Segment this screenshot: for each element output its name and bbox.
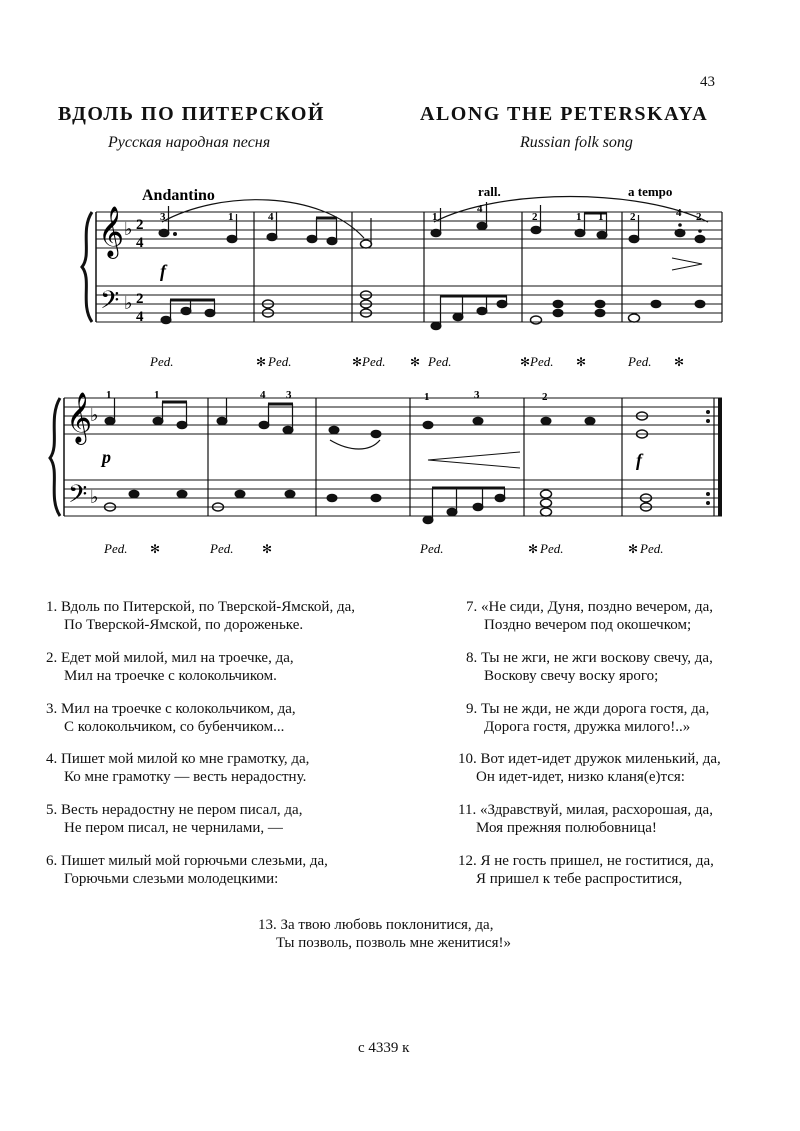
svg-text:Ped.: Ped. (104, 541, 128, 556)
flat-icon: ♭ (90, 487, 99, 507)
tempo-marking: Andantino (142, 187, 215, 204)
svg-text:Ped.: Ped. (150, 354, 174, 369)
fingerings-1 (160, 203, 702, 223)
flat-icon: ♭ (124, 219, 133, 239)
svg-text:1: 1 (432, 211, 438, 223)
title-english: ALONG THE PETERSKAYA (420, 103, 709, 125)
svg-text:Ped.: Ped. (530, 354, 554, 369)
svg-text:Ped.: Ped. (362, 354, 386, 369)
svg-text:3: 3 (474, 389, 480, 401)
treble-clef-icon: 𝄞 (66, 393, 93, 442)
verse-4: 4. Пишет мой милой ко мне грамотку, да, Ко мне грамотку — весть нерадостну. (46, 751, 310, 785)
decrescendo-hairpin (672, 258, 702, 270)
svg-text:✻: ✻ (674, 355, 685, 369)
svg-text:Ped.: Ped. (268, 354, 292, 369)
verse-7: 7. «Не сиди, Дуня, поздно вечером, да, Поздно вечером под окошечком; (466, 599, 714, 633)
dynamic-piano: p (102, 447, 111, 467)
svg-text:1: 1 (228, 211, 234, 223)
bass-clef-icon: 𝄢 (100, 287, 120, 320)
verse-11: 11. «Здравствуй, милая, расхорошая, да, Моя прежняя полюбовница! (458, 802, 713, 836)
brace (82, 212, 92, 322)
verse-13: 13. За твою любовь поклонитися, да, Ты позволь, позволь мне женитися!» (258, 917, 512, 951)
svg-text:✻: ✻ (410, 355, 421, 369)
svg-text:✻: ✻ (576, 355, 587, 369)
svg-text:✻: ✻ (528, 542, 539, 556)
svg-text:Ped.: Ped. (540, 541, 564, 556)
svg-text:2: 2 (630, 211, 636, 223)
bass-notes-1 (161, 291, 705, 330)
dynamic-forte: f (160, 261, 166, 281)
svg-text:✻: ✻ (256, 355, 267, 369)
svg-text:Ped.: Ped. (428, 354, 452, 369)
svg-text:4: 4 (268, 211, 274, 223)
verse-12: 12. Я не гость пришел, не гоститися, да, Я пришел к тебе распроститися, (458, 853, 714, 887)
treble-notes-1 (159, 202, 705, 248)
svg-text:3: 3 (160, 211, 166, 223)
svg-text:2: 2 (532, 211, 538, 223)
rall-marking: rall. (478, 184, 501, 199)
svg-text:Ped.: Ped. (420, 541, 444, 556)
time-sig-top: 2 (136, 291, 144, 307)
treble-staff-1 (96, 212, 722, 248)
time-sig-top: 2 (136, 217, 144, 233)
svg-text:✻: ✻ (352, 355, 363, 369)
svg-text:Ped.: Ped. (640, 541, 664, 556)
time-sig-bottom: 4 (136, 309, 144, 325)
svg-text:4: 4 (676, 207, 682, 219)
flat-icon: ♭ (124, 293, 133, 313)
subtitle-russian: Русская народная песня (108, 134, 271, 151)
treble-notes-2 (105, 398, 648, 438)
svg-text:2: 2 (542, 391, 548, 403)
verse-6: 6. Пишет милый мой горючьми слезьми, да, Горючьми слезьми молодецкими: (46, 853, 328, 887)
svg-text:1: 1 (154, 389, 160, 401)
svg-text:1: 1 (106, 389, 112, 401)
svg-text:4: 4 (260, 389, 266, 401)
verse-9: 9. Ты не жди, не жди дорога гостя, да, Дорога гостя, дружка милого!..» (466, 701, 710, 735)
svg-text:3: 3 (286, 389, 292, 401)
svg-text:4: 4 (477, 203, 483, 215)
svg-text:1: 1 (576, 211, 582, 223)
verse-3: 3. Мил на троечке с колокольчиком, да, С колокольчиком, со бубенчиком... (46, 701, 296, 735)
crescendo-hairpin (428, 452, 520, 468)
pedal-marks-2 (103, 541, 663, 556)
verse-8: 8. Ты не жги, не жги воскову свечу, да, Воскову свечу воску ярого; (466, 650, 713, 684)
verse-1: 1. Вдоль по Питерской, по Тверской-Ямской, да, По Тверской-Ямской, по дороженьке. (46, 599, 356, 633)
bass-clef-icon: 𝄢 (68, 481, 88, 514)
svg-text:✻: ✻ (628, 542, 639, 556)
brace (50, 398, 60, 516)
dynamic-forte: f (636, 450, 642, 470)
svg-text:✻: ✻ (150, 542, 161, 556)
subtitle-english: Russian folk song (520, 134, 633, 151)
svg-text:1: 1 (424, 391, 430, 403)
verse-5: 5. Весть нерадостну не пером писал, да, Не пером писал, не чернилами, — (46, 802, 303, 836)
a-tempo-marking: a tempo (628, 184, 673, 199)
time-sig-bottom: 4 (136, 235, 144, 251)
title-russian: ВДОЛЬ ПО ПИТЕРСКОЙ (58, 103, 325, 125)
verse-2: 2. Едет мой милой, мил на троечке, да, Мил на троечке с колокольчиком. (46, 650, 294, 684)
svg-text:1: 1 (598, 211, 604, 223)
pedal-release-icons-1 (256, 355, 684, 369)
svg-text:Ped.: Ped. (210, 541, 234, 556)
svg-text:✻: ✻ (262, 542, 273, 556)
flat-icon: ♭ (90, 405, 99, 425)
bass-staff-2 (64, 480, 722, 516)
slur (330, 440, 380, 449)
page-number: 43 (700, 74, 715, 90)
verse-10: 10. Вот идет-идет дружок миленький, да, Он идет-идет, низко кланя(е)тся: (458, 751, 721, 785)
bass-notes-2 (105, 488, 652, 524)
svg-text:Ped.: Ped. (628, 354, 652, 369)
treble-clef-icon: 𝄞 (98, 207, 125, 256)
svg-text:2: 2 (696, 211, 702, 223)
slur (434, 197, 708, 223)
svg-text:✻: ✻ (520, 355, 531, 369)
catalog-number: с 4339 к (358, 1040, 410, 1056)
